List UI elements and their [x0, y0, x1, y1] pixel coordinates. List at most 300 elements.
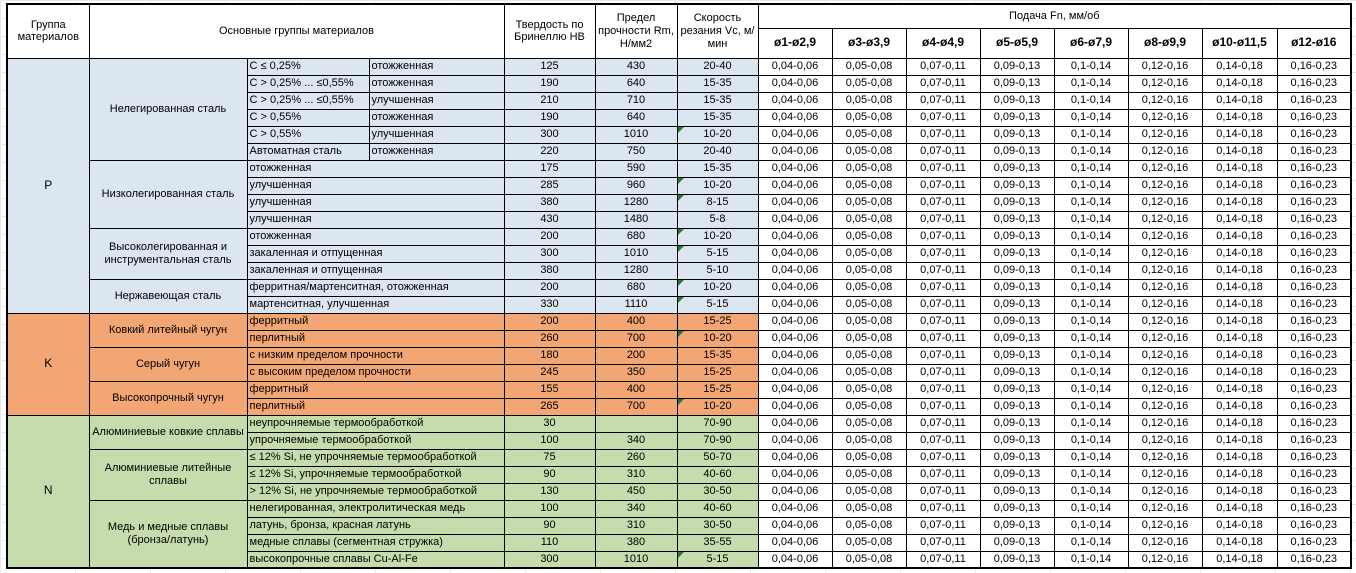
cell-feed-value[interactable]: 0,09-0,13	[980, 432, 1054, 449]
cell-material-detail[interactable]: C > 0,25% ... ≤0,55%	[247, 75, 369, 92]
cell-feed-value[interactable]: 0,07-0,11	[906, 483, 980, 500]
cell-feed-value[interactable]: 0,1-0,14	[1054, 245, 1128, 262]
cell-hardness-hb[interactable]: 330	[504, 296, 595, 313]
cell-feed-value[interactable]: 0,16-0,23	[1277, 381, 1351, 398]
cell-feed-value[interactable]: 0,12-0,16	[1128, 313, 1202, 330]
cell-cutting-speed[interactable]: 15-35	[677, 347, 758, 364]
cell-material-subgroup[interactable]: Алюминиевые литейные сплавы	[89, 449, 247, 500]
cell-strength-rm[interactable]: 1010	[595, 551, 677, 568]
cell-feed-value[interactable]: 0,1-0,14	[1054, 211, 1128, 228]
cell-feed-value[interactable]: 0,07-0,11	[906, 449, 980, 466]
cell-feed-value[interactable]: 0,1-0,14	[1054, 228, 1128, 245]
header-feed-diameter[interactable]: ø6-ø7,9	[1054, 28, 1128, 58]
cell-material-detail[interactable]: закаленная и отпущенная	[247, 262, 504, 279]
cell-feed-value[interactable]: 0,05-0,08	[832, 279, 906, 296]
cell-cutting-speed[interactable]: 5-15	[677, 245, 758, 262]
cell-feed-value[interactable]: 0,05-0,08	[832, 466, 906, 483]
cell-feed-value[interactable]: 0,14-0,18	[1202, 296, 1277, 313]
cell-feed-value[interactable]: 0,16-0,23	[1277, 279, 1351, 296]
cell-strength-rm[interactable]: 450	[595, 483, 677, 500]
cell-feed-value[interactable]: 0,05-0,08	[832, 517, 906, 534]
cell-feed-value[interactable]: 0,09-0,13	[980, 466, 1054, 483]
cell-material-subgroup[interactable]: Ковкий литейный чугун	[89, 313, 247, 347]
cell-feed-value[interactable]: 0,07-0,11	[906, 551, 980, 568]
cell-feed-value[interactable]: 0,05-0,08	[832, 296, 906, 313]
cell-feed-value[interactable]: 0,09-0,13	[980, 330, 1054, 347]
cell-feed-value[interactable]: 0,1-0,14	[1054, 279, 1128, 296]
cell-hardness-hb[interactable]: 380	[504, 194, 595, 211]
header-material-group[interactable]: Группа материалов	[7, 4, 89, 58]
cell-feed-value[interactable]: 0,12-0,16	[1128, 160, 1202, 177]
cell-feed-value[interactable]: 0,04-0,06	[758, 262, 832, 279]
cell-feed-value[interactable]: 0,14-0,18	[1202, 330, 1277, 347]
cell-feed-value[interactable]: 0,09-0,13	[980, 160, 1054, 177]
cell-feed-value[interactable]: 0,1-0,14	[1054, 75, 1128, 92]
cell-feed-value[interactable]: 0,14-0,18	[1202, 398, 1277, 415]
cell-feed-value[interactable]: 0,04-0,06	[758, 109, 832, 126]
cell-feed-value[interactable]: 0,14-0,18	[1202, 109, 1277, 126]
cell-feed-value[interactable]: 0,14-0,18	[1202, 228, 1277, 245]
cell-feed-value[interactable]: 0,14-0,18	[1202, 279, 1277, 296]
cell-feed-value[interactable]: 0,05-0,08	[832, 75, 906, 92]
header-feed-diameter[interactable]: ø5-ø5,9	[980, 28, 1054, 58]
cell-cutting-speed[interactable]: 10-20	[677, 279, 758, 296]
cell-feed-value[interactable]: 0,16-0,23	[1277, 92, 1351, 109]
cell-feed-value[interactable]: 0,05-0,08	[832, 364, 906, 381]
cell-feed-value[interactable]: 0,1-0,14	[1054, 381, 1128, 398]
cell-feed-value[interactable]: 0,07-0,11	[906, 381, 980, 398]
cell-feed-value[interactable]: 0,1-0,14	[1054, 398, 1128, 415]
cell-material-detail[interactable]: отожженная	[369, 58, 504, 75]
cell-hardness-hb[interactable]: 125	[504, 58, 595, 75]
cell-cutting-speed[interactable]: 30-50	[677, 483, 758, 500]
cell-cutting-speed[interactable]: 15-35	[677, 75, 758, 92]
cell-material-detail[interactable]: медные сплавы (сегментная стружка)	[247, 534, 504, 551]
cell-feed-value[interactable]: 0,1-0,14	[1054, 143, 1128, 160]
cell-material-detail[interactable]: латунь, бронза, красная латунь	[247, 517, 504, 534]
cell-material-detail[interactable]: перлитный	[247, 330, 504, 347]
cell-feed-value[interactable]: 0,16-0,23	[1277, 364, 1351, 381]
cell-material-subgroup[interactable]: Низколегированная сталь	[89, 160, 247, 228]
cell-feed-value[interactable]: 0,07-0,11	[906, 92, 980, 109]
cell-feed-value[interactable]: 0,05-0,08	[832, 92, 906, 109]
cell-material-detail[interactable]: улучшенная	[247, 177, 504, 194]
cell-cutting-speed[interactable]: 15-35	[677, 160, 758, 177]
cell-material-subgroup[interactable]: Медь и медные сплавы (бронза/латунь)	[89, 500, 247, 568]
cell-feed-value[interactable]: 0,16-0,23	[1277, 534, 1351, 551]
cell-feed-value[interactable]: 0,16-0,23	[1277, 483, 1351, 500]
cell-strength-rm[interactable]: 340	[595, 500, 677, 517]
cell-material-detail[interactable]: ферритный	[247, 381, 504, 398]
cell-hardness-hb[interactable]: 130	[504, 483, 595, 500]
cell-strength-rm[interactable]: 710	[595, 92, 677, 109]
cell-strength-rm[interactable]: 680	[595, 279, 677, 296]
cell-feed-value[interactable]: 0,05-0,08	[832, 58, 906, 75]
cell-feed-value[interactable]: 0,05-0,08	[832, 432, 906, 449]
cell-feed-value[interactable]: 0,16-0,23	[1277, 517, 1351, 534]
cell-feed-value[interactable]: 0,12-0,16	[1128, 398, 1202, 415]
cell-cutting-speed[interactable]: 40-60	[677, 500, 758, 517]
cell-feed-value[interactable]: 0,12-0,16	[1128, 177, 1202, 194]
cell-feed-value[interactable]: 0,1-0,14	[1054, 92, 1128, 109]
cell-feed-value[interactable]: 0,1-0,14	[1054, 347, 1128, 364]
cell-material-subgroup[interactable]: Высокопрочный чугун	[89, 381, 247, 415]
cell-feed-value[interactable]: 0,04-0,06	[758, 92, 832, 109]
cell-material-detail[interactable]: отожженная	[369, 75, 504, 92]
cell-feed-value[interactable]: 0,1-0,14	[1054, 364, 1128, 381]
cell-material-detail[interactable]: улучшенная	[369, 126, 504, 143]
cell-material-detail[interactable]: отожженная	[369, 109, 504, 126]
cell-feed-value[interactable]: 0,16-0,23	[1277, 313, 1351, 330]
cell-hardness-hb[interactable]: 180	[504, 347, 595, 364]
cell-feed-value[interactable]: 0,05-0,08	[832, 109, 906, 126]
cell-material-detail[interactable]: закаленная и отпущенная	[247, 245, 504, 262]
cell-feed-value[interactable]: 0,14-0,18	[1202, 517, 1277, 534]
cell-feed-value[interactable]: 0,07-0,11	[906, 228, 980, 245]
cell-hardness-hb[interactable]: 210	[504, 92, 595, 109]
cell-feed-value[interactable]: 0,14-0,18	[1202, 245, 1277, 262]
cell-strength-rm[interactable]: 750	[595, 143, 677, 160]
cell-material-detail[interactable]: улучшенная	[369, 92, 504, 109]
cell-feed-value[interactable]: 0,14-0,18	[1202, 415, 1277, 432]
cell-strength-rm[interactable]: 260	[595, 449, 677, 466]
cell-feed-value[interactable]: 0,12-0,16	[1128, 483, 1202, 500]
cell-feed-value[interactable]: 0,12-0,16	[1128, 517, 1202, 534]
cell-feed-value[interactable]: 0,12-0,16	[1128, 415, 1202, 432]
cell-feed-value[interactable]: 0,1-0,14	[1054, 466, 1128, 483]
cell-feed-value[interactable]: 0,07-0,11	[906, 211, 980, 228]
cell-hardness-hb[interactable]: 260	[504, 330, 595, 347]
cell-feed-value[interactable]: 0,16-0,23	[1277, 194, 1351, 211]
cell-feed-value[interactable]: 0,16-0,23	[1277, 245, 1351, 262]
cell-feed-value[interactable]: 0,09-0,13	[980, 483, 1054, 500]
cell-feed-value[interactable]: 0,09-0,13	[980, 75, 1054, 92]
cell-hardness-hb[interactable]: 300	[504, 551, 595, 568]
cell-hardness-hb[interactable]: 100	[504, 432, 595, 449]
cell-feed-value[interactable]: 0,16-0,23	[1277, 551, 1351, 568]
cell-feed-value[interactable]: 0,12-0,16	[1128, 262, 1202, 279]
cell-material-detail[interactable]: перлитный	[247, 398, 504, 415]
cell-feed-value[interactable]: 0,05-0,08	[832, 245, 906, 262]
cell-feed-value[interactable]: 0,12-0,16	[1128, 347, 1202, 364]
cell-feed-value[interactable]: 0,14-0,18	[1202, 483, 1277, 500]
cell-feed-value[interactable]: 0,07-0,11	[906, 75, 980, 92]
cell-strength-rm[interactable]	[595, 415, 677, 432]
cell-feed-value[interactable]: 0,09-0,13	[980, 109, 1054, 126]
cell-feed-value[interactable]: 0,05-0,08	[832, 534, 906, 551]
cell-material-detail[interactable]: ферритная/мартенситная, отожженная	[247, 279, 504, 296]
cell-cutting-speed[interactable]: 20-40	[677, 143, 758, 160]
cell-hardness-hb[interactable]: 265	[504, 398, 595, 415]
cell-strength-rm[interactable]: 960	[595, 177, 677, 194]
cell-hardness-hb[interactable]: 285	[504, 177, 595, 194]
cell-feed-value[interactable]: 0,14-0,18	[1202, 313, 1277, 330]
cell-feed-value[interactable]: 0,09-0,13	[980, 500, 1054, 517]
cell-feed-value[interactable]: 0,16-0,23	[1277, 466, 1351, 483]
cell-cutting-speed[interactable]: 20-40	[677, 58, 758, 75]
header-feed-diameter[interactable]: ø4-ø4,9	[906, 28, 980, 58]
cell-strength-rm[interactable]: 640	[595, 109, 677, 126]
cell-feed-value[interactable]: 0,09-0,13	[980, 177, 1054, 194]
cell-feed-value[interactable]: 0,09-0,13	[980, 364, 1054, 381]
cell-feed-value[interactable]: 0,05-0,08	[832, 449, 906, 466]
header-feed-title[interactable]: Подача Fn, мм/об	[758, 4, 1351, 28]
cell-feed-value[interactable]: 0,09-0,13	[980, 398, 1054, 415]
cell-feed-value[interactable]: 0,07-0,11	[906, 143, 980, 160]
cell-feed-value[interactable]: 0,04-0,06	[758, 143, 832, 160]
cell-feed-value[interactable]: 0,12-0,16	[1128, 534, 1202, 551]
cell-feed-value[interactable]: 0,12-0,16	[1128, 211, 1202, 228]
cell-feed-value[interactable]: 0,07-0,11	[906, 347, 980, 364]
cell-strength-rm[interactable]: 310	[595, 466, 677, 483]
cell-hardness-hb[interactable]: 430	[504, 211, 595, 228]
cell-feed-value[interactable]: 0,09-0,13	[980, 534, 1054, 551]
cell-material-detail[interactable]: отожженная	[247, 160, 504, 177]
cell-feed-value[interactable]: 0,09-0,13	[980, 296, 1054, 313]
cell-material-detail[interactable]: C > 0,55%	[247, 126, 369, 143]
cell-hardness-hb[interactable]: 220	[504, 143, 595, 160]
cell-feed-value[interactable]: 0,04-0,06	[758, 211, 832, 228]
cell-feed-value[interactable]: 0,16-0,23	[1277, 500, 1351, 517]
cell-feed-value[interactable]: 0,16-0,23	[1277, 58, 1351, 75]
cell-feed-value[interactable]: 0,09-0,13	[980, 211, 1054, 228]
cell-feed-value[interactable]: 0,04-0,06	[758, 194, 832, 211]
cell-hardness-hb[interactable]: 380	[504, 262, 595, 279]
cell-cutting-speed[interactable]: 10-20	[677, 126, 758, 143]
cell-feed-value[interactable]: 0,14-0,18	[1202, 126, 1277, 143]
cell-feed-value[interactable]: 0,09-0,13	[980, 449, 1054, 466]
cell-feed-value[interactable]: 0,09-0,13	[980, 347, 1054, 364]
cell-material-detail[interactable]: отожженная	[369, 143, 504, 160]
cell-feed-value[interactable]: 0,04-0,06	[758, 75, 832, 92]
cell-material-detail[interactable]: C > 0,25% ... ≤0,55%	[247, 92, 369, 109]
cell-feed-value[interactable]: 0,1-0,14	[1054, 449, 1128, 466]
cell-feed-value[interactable]: 0,09-0,13	[980, 245, 1054, 262]
cell-feed-value[interactable]: 0,07-0,11	[906, 466, 980, 483]
cell-feed-value[interactable]: 0,04-0,06	[758, 466, 832, 483]
cell-cutting-speed[interactable]: 10-20	[677, 398, 758, 415]
cell-strength-rm[interactable]: 310	[595, 517, 677, 534]
cell-feed-value[interactable]: 0,07-0,11	[906, 313, 980, 330]
cell-strength-rm[interactable]: 1280	[595, 262, 677, 279]
cell-feed-value[interactable]: 0,04-0,06	[758, 483, 832, 500]
cell-feed-value[interactable]: 0,16-0,23	[1277, 262, 1351, 279]
cell-feed-value[interactable]: 0,05-0,08	[832, 551, 906, 568]
header-feed-diameter[interactable]: ø1-ø2,9	[758, 28, 832, 58]
cell-feed-value[interactable]: 0,14-0,18	[1202, 262, 1277, 279]
cell-cutting-speed[interactable]: 40-60	[677, 466, 758, 483]
cell-feed-value[interactable]: 0,07-0,11	[906, 245, 980, 262]
cell-feed-value[interactable]: 0,16-0,23	[1277, 126, 1351, 143]
cell-strength-rm[interactable]: 1010	[595, 126, 677, 143]
cell-cutting-speed[interactable]: 5-15	[677, 551, 758, 568]
cell-feed-value[interactable]: 0,05-0,08	[832, 262, 906, 279]
cell-feed-value[interactable]: 0,09-0,13	[980, 313, 1054, 330]
cell-feed-value[interactable]: 0,07-0,11	[906, 517, 980, 534]
cell-material-subgroup[interactable]: Высоколегированная и инструментальная сталь	[89, 228, 247, 279]
cell-feed-value[interactable]: 0,09-0,13	[980, 279, 1054, 296]
cell-feed-value[interactable]: 0,04-0,06	[758, 228, 832, 245]
header-hardness-hb[interactable]: Твердость по Бринеллю HB	[504, 4, 595, 58]
cell-feed-value[interactable]: 0,1-0,14	[1054, 432, 1128, 449]
cell-feed-value[interactable]: 0,16-0,23	[1277, 330, 1351, 347]
cell-hardness-hb[interactable]: 190	[504, 75, 595, 92]
cell-feed-value[interactable]: 0,04-0,06	[758, 347, 832, 364]
cell-hardness-hb[interactable]: 190	[504, 109, 595, 126]
cell-cutting-speed[interactable]: 10-20	[677, 228, 758, 245]
cell-feed-value[interactable]: 0,07-0,11	[906, 432, 980, 449]
cell-feed-value[interactable]: 0,12-0,16	[1128, 432, 1202, 449]
cell-material-detail[interactable]: ≤ 12% Si, упрочняемые термообработкой	[247, 466, 504, 483]
cell-feed-value[interactable]: 0,14-0,18	[1202, 466, 1277, 483]
cell-cutting-speed[interactable]: 15-25	[677, 381, 758, 398]
cell-cutting-speed[interactable]: 15-25	[677, 364, 758, 381]
cell-feed-value[interactable]: 0,1-0,14	[1054, 262, 1128, 279]
cell-feed-value[interactable]: 0,04-0,06	[758, 160, 832, 177]
cell-feed-value[interactable]: 0,04-0,06	[758, 449, 832, 466]
cell-material-detail[interactable]: высокопрочные сплавы Cu-Al-Fe	[247, 551, 504, 568]
cell-strength-rm[interactable]: 200	[595, 347, 677, 364]
cell-feed-value[interactable]: 0,1-0,14	[1054, 500, 1128, 517]
cell-feed-value[interactable]: 0,05-0,08	[832, 177, 906, 194]
cell-cutting-speed[interactable]: 10-20	[677, 177, 758, 194]
cell-feed-value[interactable]: 0,09-0,13	[980, 194, 1054, 211]
cell-feed-value[interactable]: 0,16-0,23	[1277, 432, 1351, 449]
cell-feed-value[interactable]: 0,14-0,18	[1202, 92, 1277, 109]
cell-material-detail[interactable]: с низким пределом прочности	[247, 347, 504, 364]
cell-cutting-speed[interactable]: 30-50	[677, 517, 758, 534]
cell-feed-value[interactable]: 0,16-0,23	[1277, 415, 1351, 432]
cell-feed-value[interactable]: 0,05-0,08	[832, 483, 906, 500]
cell-feed-value[interactable]: 0,04-0,06	[758, 330, 832, 347]
cell-feed-value[interactable]: 0,07-0,11	[906, 534, 980, 551]
cell-material-detail[interactable]: улучшенная	[247, 194, 504, 211]
cell-strength-rm[interactable]: 340	[595, 432, 677, 449]
cell-material-detail[interactable]: ≤ 12% Si, не упрочняемые термообработкой	[247, 449, 504, 466]
cell-feed-value[interactable]: 0,09-0,13	[980, 381, 1054, 398]
cell-material-subgroup[interactable]: Нержавеющая сталь	[89, 279, 247, 313]
cell-feed-value[interactable]: 0,1-0,14	[1054, 126, 1128, 143]
cell-feed-value[interactable]: 0,1-0,14	[1054, 330, 1128, 347]
cell-feed-value[interactable]: 0,07-0,11	[906, 398, 980, 415]
cell-feed-value[interactable]: 0,07-0,11	[906, 160, 980, 177]
cell-material-subgroup[interactable]: Серый чугун	[89, 347, 247, 381]
cell-material-detail[interactable]: с высоким пределом прочности	[247, 364, 504, 381]
cell-feed-value[interactable]: 0,14-0,18	[1202, 364, 1277, 381]
cell-feed-value[interactable]: 0,07-0,11	[906, 415, 980, 432]
cell-strength-rm[interactable]: 400	[595, 381, 677, 398]
cell-cutting-speed[interactable]: 50-70	[677, 449, 758, 466]
cell-feed-value[interactable]: 0,04-0,06	[758, 364, 832, 381]
cell-feed-value[interactable]: 0,05-0,08	[832, 160, 906, 177]
cell-strength-rm[interactable]: 700	[595, 398, 677, 415]
cell-feed-value[interactable]: 0,05-0,08	[832, 313, 906, 330]
cell-feed-value[interactable]: 0,05-0,08	[832, 500, 906, 517]
cell-feed-value[interactable]: 0,05-0,08	[832, 330, 906, 347]
cell-strength-rm[interactable]: 590	[595, 160, 677, 177]
cell-material-detail[interactable]: упрочняемые термообработкой	[247, 432, 504, 449]
cell-feed-value[interactable]: 0,14-0,18	[1202, 143, 1277, 160]
cell-feed-value[interactable]: 0,04-0,06	[758, 534, 832, 551]
cell-feed-value[interactable]: 0,12-0,16	[1128, 245, 1202, 262]
cell-feed-value[interactable]: 0,04-0,06	[758, 517, 832, 534]
cell-cutting-speed[interactable]: 8-15	[677, 194, 758, 211]
cell-strength-rm[interactable]: 1110	[595, 296, 677, 313]
cell-feed-value[interactable]: 0,12-0,16	[1128, 381, 1202, 398]
cell-feed-value[interactable]: 0,05-0,08	[832, 194, 906, 211]
cell-feed-value[interactable]: 0,04-0,06	[758, 432, 832, 449]
cell-material-detail[interactable]: > 12% Si, не упрочняемые термообработкой	[247, 483, 504, 500]
cell-material-subgroup[interactable]: Нелегированная сталь	[89, 58, 247, 160]
header-strength-rm[interactable]: Предел прочности Rm, Н/мм2	[595, 4, 677, 58]
cell-feed-value[interactable]: 0,05-0,08	[832, 398, 906, 415]
cell-feed-value[interactable]: 0,12-0,16	[1128, 364, 1202, 381]
header-feed-diameter[interactable]: ø3-ø3,9	[832, 28, 906, 58]
cell-feed-value[interactable]: 0,16-0,23	[1277, 398, 1351, 415]
cell-feed-value[interactable]: 0,09-0,13	[980, 415, 1054, 432]
cell-feed-value[interactable]: 0,07-0,11	[906, 279, 980, 296]
cell-feed-value[interactable]: 0,16-0,23	[1277, 211, 1351, 228]
cell-feed-value[interactable]: 0,09-0,13	[980, 92, 1054, 109]
cell-feed-value[interactable]: 0,07-0,11	[906, 262, 980, 279]
cell-strength-rm[interactable]: 1010	[595, 245, 677, 262]
cell-feed-value[interactable]: 0,04-0,06	[758, 126, 832, 143]
cell-feed-value[interactable]: 0,04-0,06	[758, 415, 832, 432]
cell-feed-value[interactable]: 0,12-0,16	[1128, 109, 1202, 126]
cell-feed-value[interactable]: 0,04-0,06	[758, 551, 832, 568]
cell-feed-value[interactable]: 0,12-0,16	[1128, 126, 1202, 143]
cell-feed-value[interactable]: 0,07-0,11	[906, 177, 980, 194]
cell-feed-value[interactable]: 0,04-0,06	[758, 381, 832, 398]
cell-feed-value[interactable]: 0,09-0,13	[980, 143, 1054, 160]
cell-feed-value[interactable]: 0,12-0,16	[1128, 330, 1202, 347]
cell-feed-value[interactable]: 0,05-0,08	[832, 143, 906, 160]
cell-material-group-letter[interactable]: K	[7, 313, 89, 415]
cell-feed-value[interactable]: 0,04-0,06	[758, 245, 832, 262]
cell-feed-value[interactable]: 0,05-0,08	[832, 211, 906, 228]
cell-feed-value[interactable]: 0,09-0,13	[980, 58, 1054, 75]
cell-feed-value[interactable]: 0,1-0,14	[1054, 517, 1128, 534]
cell-feed-value[interactable]: 0,1-0,14	[1054, 313, 1128, 330]
cell-material-detail[interactable]: Автоматная сталь	[247, 143, 369, 160]
cell-feed-value[interactable]: 0,14-0,18	[1202, 500, 1277, 517]
cell-feed-value[interactable]: 0,16-0,23	[1277, 109, 1351, 126]
cell-feed-value[interactable]: 0,16-0,23	[1277, 160, 1351, 177]
cell-material-detail[interactable]: неупрочняемые термообработкой	[247, 415, 504, 432]
cell-feed-value[interactable]: 0,1-0,14	[1054, 415, 1128, 432]
cell-feed-value[interactable]: 0,09-0,13	[980, 262, 1054, 279]
cell-feed-value[interactable]: 0,05-0,08	[832, 347, 906, 364]
header-feed-diameter[interactable]: ø8-ø9,9	[1128, 28, 1202, 58]
cell-feed-value[interactable]: 0,1-0,14	[1054, 483, 1128, 500]
cell-feed-value[interactable]: 0,14-0,18	[1202, 160, 1277, 177]
cell-feed-value[interactable]: 0,14-0,18	[1202, 432, 1277, 449]
cell-feed-value[interactable]: 0,05-0,08	[832, 228, 906, 245]
cell-material-subgroup[interactable]: Алюминиевые ковкие сплавы	[89, 415, 247, 449]
cell-feed-value[interactable]: 0,12-0,16	[1128, 143, 1202, 160]
cell-feed-value[interactable]: 0,1-0,14	[1054, 109, 1128, 126]
cell-feed-value[interactable]: 0,16-0,23	[1277, 228, 1351, 245]
cell-feed-value[interactable]: 0,16-0,23	[1277, 177, 1351, 194]
cell-feed-value[interactable]: 0,07-0,11	[906, 364, 980, 381]
cell-hardness-hb[interactable]: 30	[504, 415, 595, 432]
cell-feed-value[interactable]: 0,16-0,23	[1277, 143, 1351, 160]
cell-cutting-speed[interactable]: 70-90	[677, 415, 758, 432]
cell-material-detail[interactable]: ферритный	[247, 313, 504, 330]
cell-feed-value[interactable]: 0,12-0,16	[1128, 58, 1202, 75]
cell-feed-value[interactable]: 0,07-0,11	[906, 500, 980, 517]
cell-hardness-hb[interactable]: 245	[504, 364, 595, 381]
